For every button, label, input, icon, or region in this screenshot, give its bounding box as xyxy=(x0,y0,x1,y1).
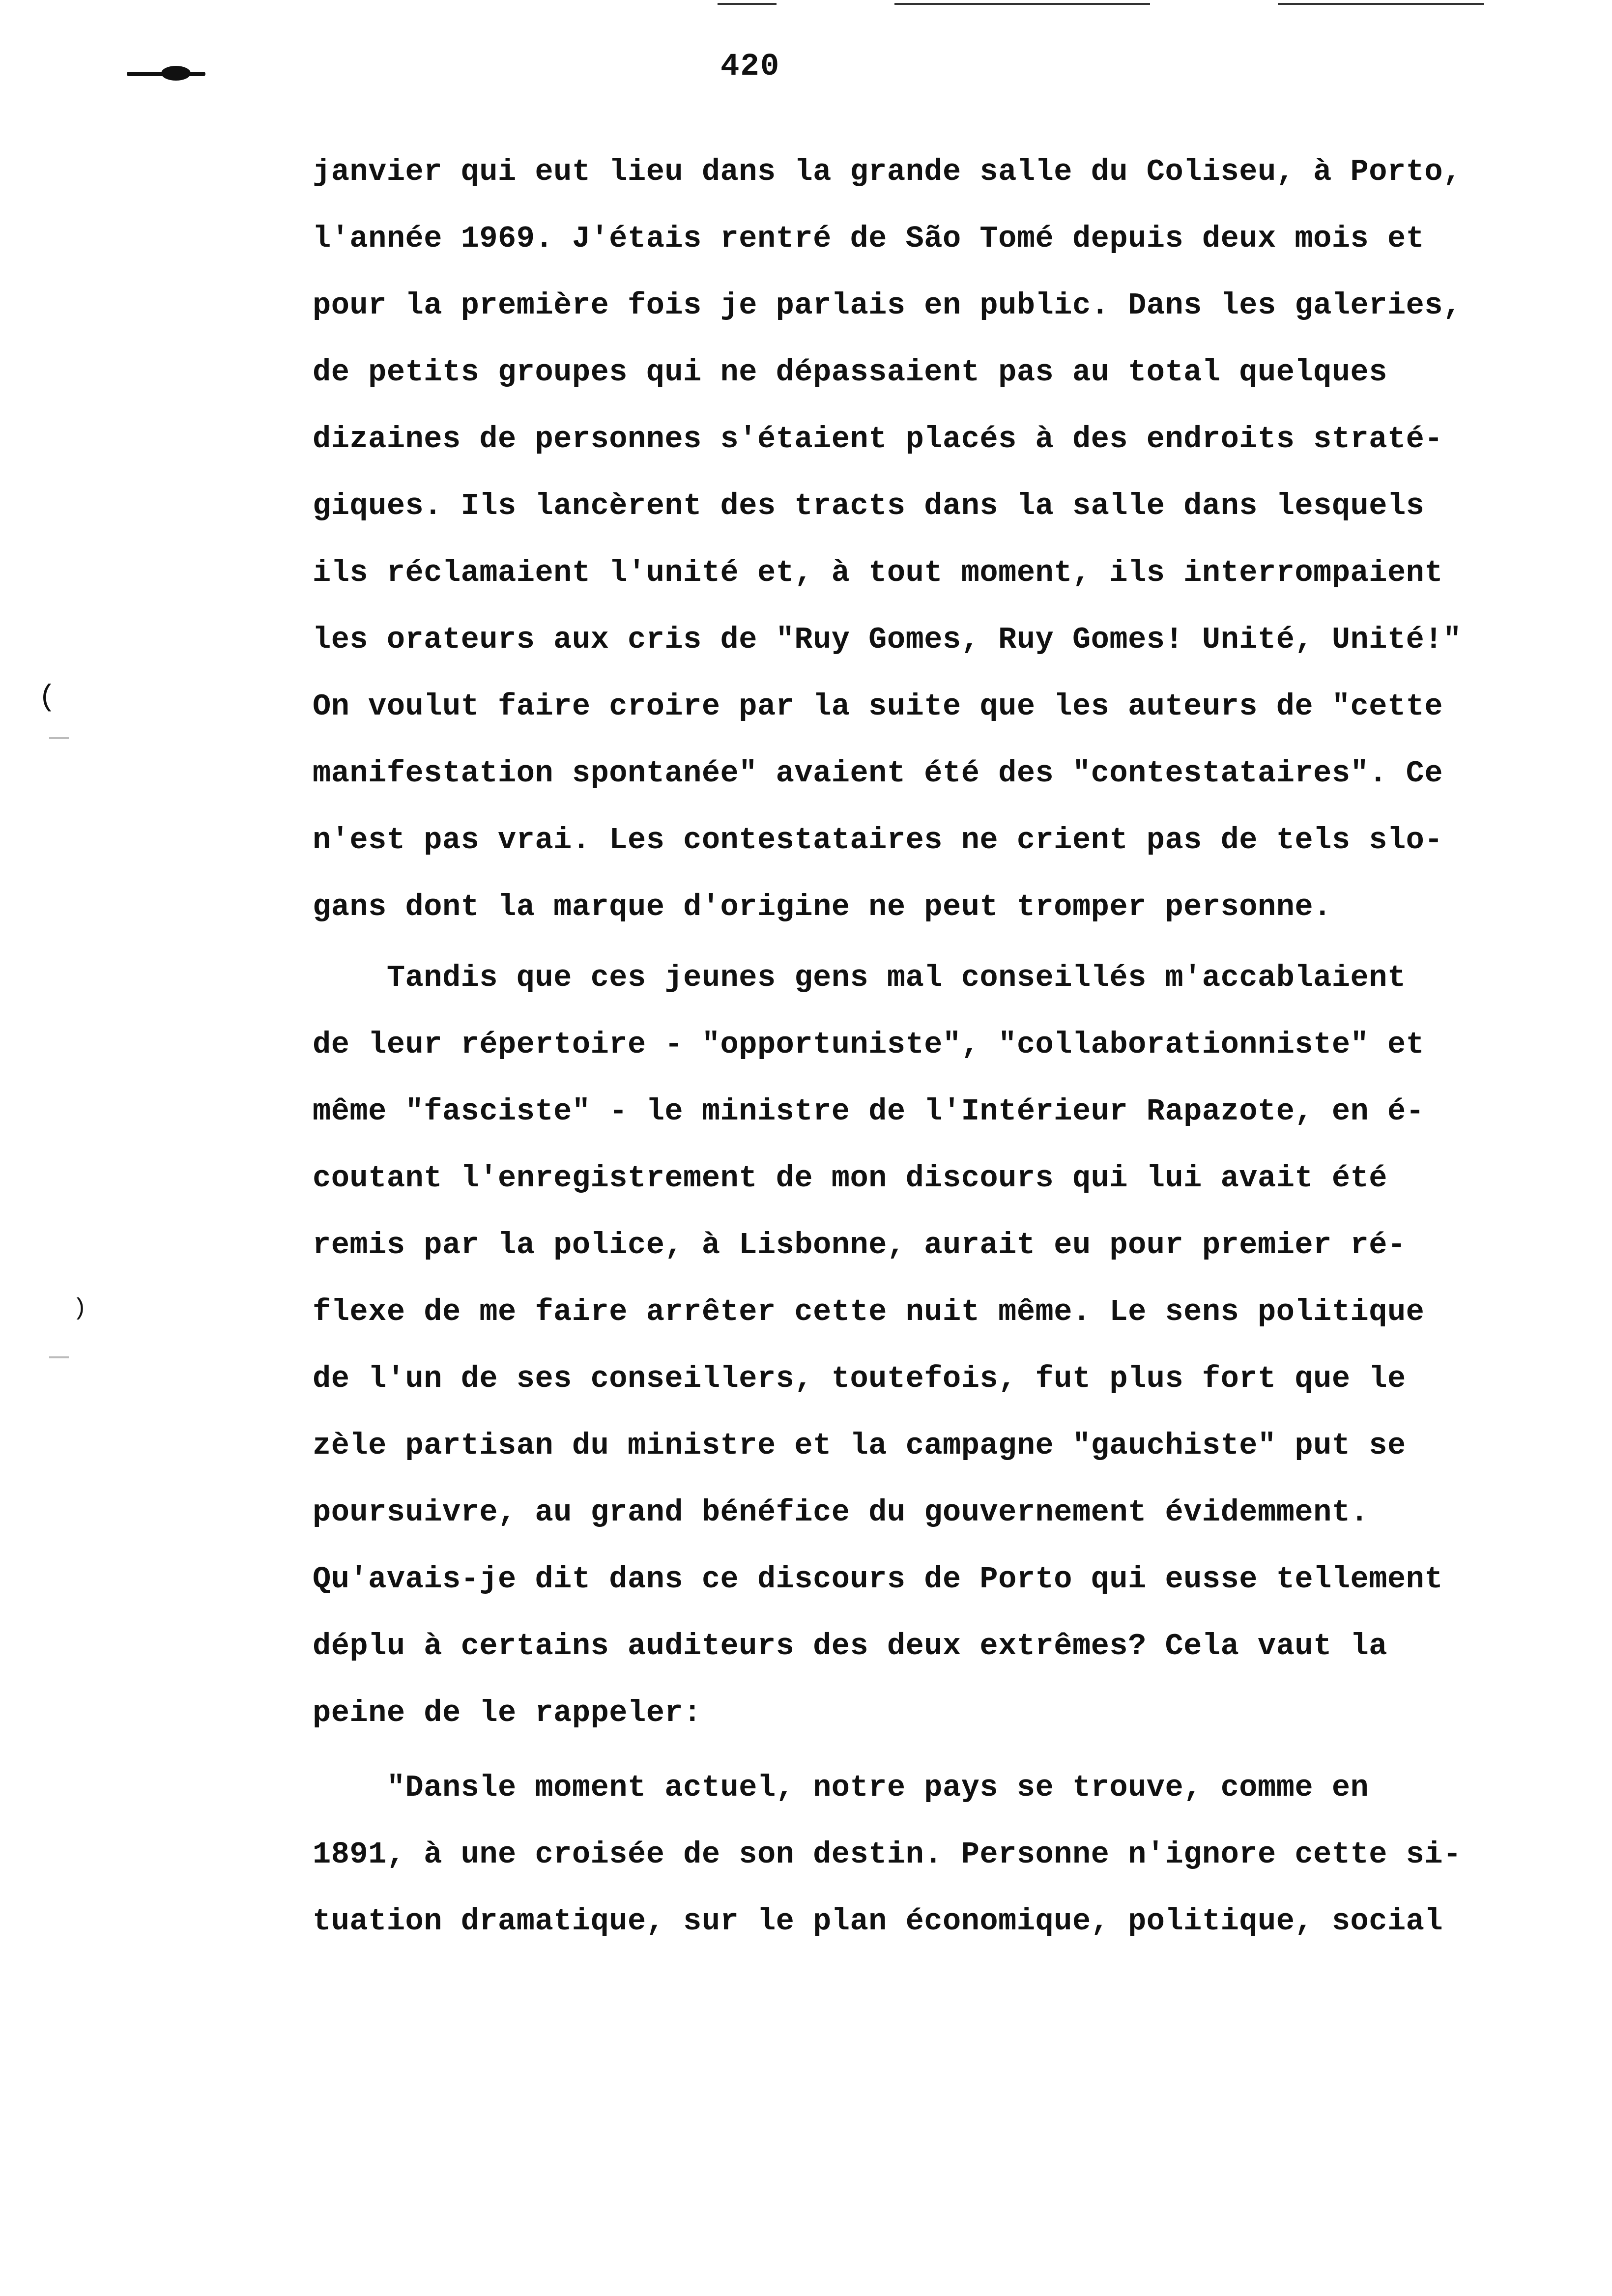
text-line: pour la première fois je parlais en public. Dans les galeries, xyxy=(313,288,1462,323)
text-line: flexe de me faire arrêter cette nuit même. Le sens politique xyxy=(313,1294,1425,1329)
text-line: giques. Ils lancèrent des tracts dans la salle dans lesquels xyxy=(313,488,1425,523)
margin-arrow-mark xyxy=(127,63,205,83)
text-line: l'année 1969. J'étais rentré de São Tomé depuis deux mois et xyxy=(313,221,1425,256)
margin-dash-mark xyxy=(49,1356,69,1358)
margin-bracket-mark: ) xyxy=(73,1295,87,1322)
text-line: "Dansle moment actuel, notre pays se trouve, comme en xyxy=(313,1770,1369,1805)
text-line: manifestation spontanée" avaient été des "contestataires". Ce xyxy=(313,756,1443,791)
text-line: déplu à certains auditeurs des deux extrêmes? Cela vaut la xyxy=(313,1629,1387,1664)
top-edge-rule xyxy=(718,3,777,5)
text-line: n'est pas vrai. Les contestataires ne crient pas de tels slo- xyxy=(313,823,1443,858)
text-line: Tandis que ces jeunes gens mal conseillés m'accablaient xyxy=(313,960,1406,995)
text-line: ils réclamaient l'unité et, à tout moment, ils interrompaient xyxy=(313,555,1443,590)
text-line: de leur répertoire - "opportuniste", "collaborationniste" et xyxy=(313,1027,1425,1062)
text-line: janvier qui eut lieu dans la grande salle du Coliseu, à Porto, xyxy=(313,154,1462,189)
text-line: peine de le rappeler: xyxy=(313,1695,702,1730)
top-edge-rule xyxy=(894,3,1150,5)
page-number: 420 xyxy=(720,49,780,85)
text-line: Qu'avais-je dit dans ce discours de Porto qui eusse tellement xyxy=(313,1562,1443,1597)
text-line: gans dont la marque d'origine ne peut tromper personne. xyxy=(313,890,1332,924)
text-line: dizaines de personnes s'étaient placés à des endroits straté- xyxy=(313,422,1443,457)
text-line: 1891, à une croisée de son destin. Personne n'ignore cette si- xyxy=(313,1837,1462,1872)
margin-bracket-mark: ( xyxy=(38,681,57,715)
text-line: remis par la police, à Lisbonne, aurait eu pour premier ré- xyxy=(313,1228,1406,1263)
text-line: poursuivre, au grand bénéfice du gouvernement évidemment. xyxy=(313,1495,1369,1530)
margin-dash-mark xyxy=(49,737,69,739)
text-line: On voulut faire croire par la suite que les auteurs de "cette xyxy=(313,689,1443,724)
text-line: même "fasciste" - le ministre de l'Intérieur Rapazote, en é- xyxy=(313,1094,1425,1129)
text-line: de petits groupes qui ne dépassaient pas au total quelques xyxy=(313,355,1387,390)
text-line: coutant l'enregistrement de mon discours qui lui avait été xyxy=(313,1161,1387,1196)
text-line: de l'un de ses conseillers, toutefois, fut plus fort que le xyxy=(313,1361,1406,1396)
text-line: tuation dramatique, sur le plan économique, politique, social xyxy=(313,1904,1443,1939)
text-line: zèle partisan du ministre et la campagne "gauchiste" put se xyxy=(313,1428,1406,1463)
top-edge-rule xyxy=(1278,3,1484,5)
text-line: les orateurs aux cris de "Ruy Gomes, Ruy Gomes! Unité, Unité!" xyxy=(313,622,1462,657)
